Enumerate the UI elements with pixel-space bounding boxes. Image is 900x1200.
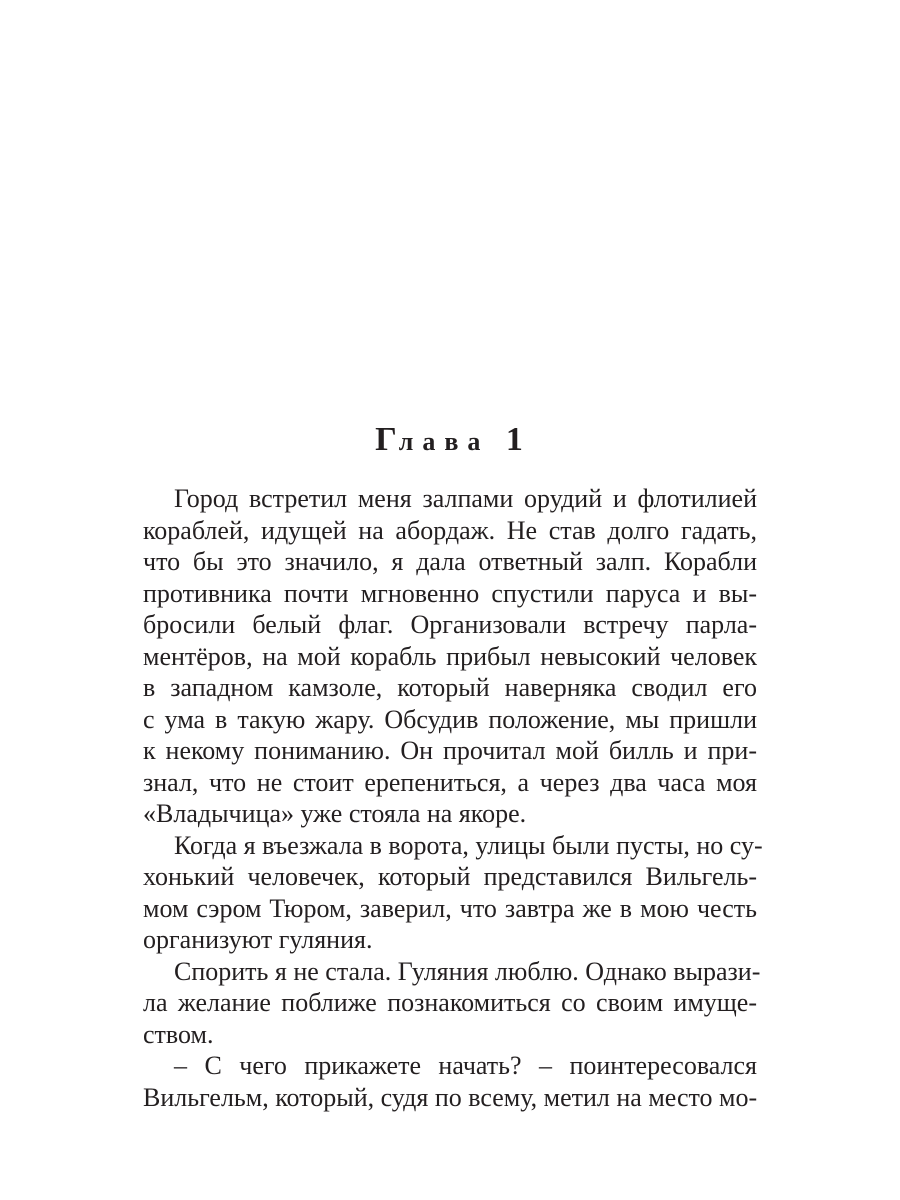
text-line: мом сэром Тюром, заверил, что завтра же в мою честь bbox=[143, 893, 757, 923]
text-line: кораблей, идущей на абордаж. Не став долго гадать, bbox=[143, 515, 757, 545]
paragraph-3 bbox=[143, 956, 761, 1051]
text-line: противника почти мгновенно спустили паруса и вы- bbox=[143, 578, 757, 608]
chapter-title-initial: Г bbox=[375, 421, 399, 458]
chapter-title bbox=[0, 418, 900, 464]
paragraph-2 bbox=[143, 830, 763, 956]
text-line: с ума в такую жару. Обсудив положение, мы пришли bbox=[143, 704, 757, 734]
text-line: знал, что не стоит ерепениться, а через два часа моя bbox=[143, 767, 757, 797]
chapter-body bbox=[143, 483, 763, 1113]
text-line: Когда я въезжала в ворота, улицы были пусты, но су- bbox=[174, 830, 763, 860]
text-line: хонький человечек, который представился Вильгель- bbox=[143, 862, 757, 891]
text-line: ментёров, на мой корабль прибыл невысокий человек bbox=[143, 641, 757, 671]
text-line: Вильгельм, который, судя по всему, метил на место мо- bbox=[143, 1082, 758, 1112]
text-line: организуют гуляния. bbox=[143, 925, 373, 954]
text-line: ством. bbox=[143, 1019, 214, 1049]
text-line: Город встретил меня залпами орудий и флотилией bbox=[174, 484, 757, 513]
text-line: ла желание поближе познакомиться со своим имуще- bbox=[143, 988, 757, 1017]
paragraph-1 bbox=[143, 483, 757, 830]
chapter-number: 1 bbox=[505, 421, 525, 458]
text-line: «Владычица» уже стояла на якоре. bbox=[143, 799, 527, 828]
paragraph-4 bbox=[143, 1050, 757, 1113]
text-line: что бы это значило, я дала ответный залп. Корабли bbox=[143, 547, 757, 576]
text-line: Спорить я не стала. Гуляния люблю. Однако вырази- bbox=[174, 956, 761, 986]
text-line: бросили белый флаг. Организовали встречу парла- bbox=[143, 610, 757, 639]
chapter-title-word: лава bbox=[398, 427, 490, 456]
text-line: к некому пониманию. Он прочитал мой билль и при- bbox=[143, 736, 757, 765]
text-line: в западном камзоле, который наверняка сводил его bbox=[143, 673, 757, 702]
text-line: – С чего прикажете начать? – поинтересовался bbox=[174, 1051, 757, 1080]
